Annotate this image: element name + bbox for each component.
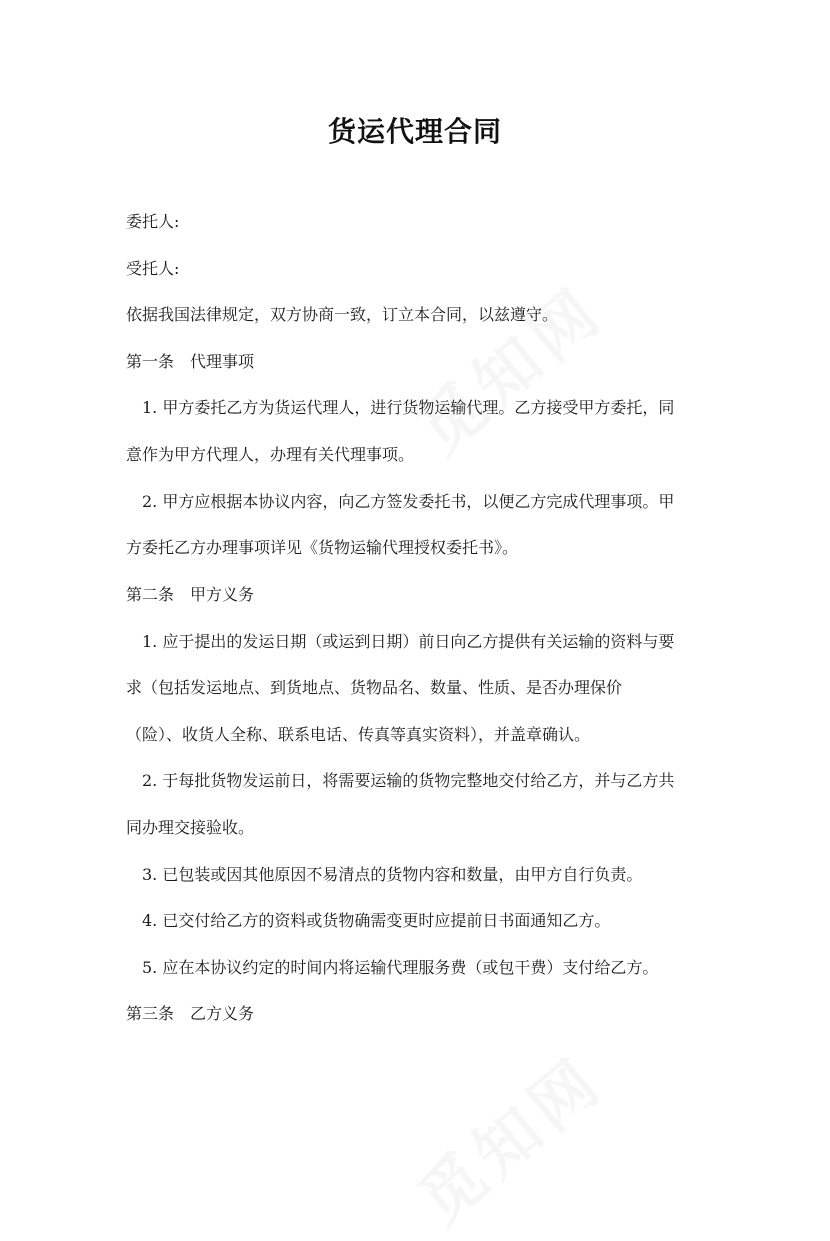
article-3-heading: 第三条 乙方义务 (126, 1004, 255, 1023)
watermark (396, 1031, 621, 1240)
article-1-heading: 第一条 代理事项 (126, 352, 255, 371)
article-2-clause-1-cont: 求（包括发运地点、到货地点、货物品名、数量、性质、是否办理保价 (126, 678, 623, 697)
trustee-label: 受托人: (126, 259, 180, 278)
article-2-clause-3: 3. 已包装或因其他原因不易清点的货物内容和数量，由甲方自行负责。 (142, 865, 643, 884)
article-2-clause-2: 2. 于每批货物发运前日，将需要运输的货物完整地交付给乙方，并与乙方共 (142, 771, 675, 790)
article-1-clause-2: 2. 甲方应根据本协议内容，向乙方签发委托书，以便乙方完成代理事项。甲 (142, 492, 675, 511)
preamble: 依据我国法律规定，双方协商一致，订立本合同，以兹遵守。 (126, 305, 559, 324)
article-2-clause-1-cont2: （险）、收货人全称、联系电话、传真等真实资料），并盖章确认。 (126, 725, 591, 744)
article-1-clause-1-cont: 意作为甲方代理人，办理有关代理事项。 (126, 445, 415, 464)
article-2-clause-4: 4. 已交付给乙方的资料或货物确需变更时应提前日书面通知乙方。 (142, 911, 611, 930)
article-2-heading: 第二条 甲方义务 (126, 585, 255, 604)
article-2-clause-2-cont: 同办理交接验收。 (126, 818, 255, 837)
article-1-clause-2-cont: 方委托乙方办理事项详见《货物运输代理授权委托书》。 (126, 538, 519, 557)
article-2-clause-5: 5. 应在本协议约定的时间内将运输代理服务费（或包干费）支付给乙方。 (142, 958, 659, 977)
client-label: 委托人: (126, 212, 180, 231)
article-1-clause-1: 1. 甲方委托乙方为货运代理人，进行货物运输代理。乙方接受甲方委托，同 (142, 398, 675, 417)
document-title: 货运代理合同 (327, 115, 502, 148)
article-2-clause-1: 1. 应于提出的发运日期（或运到日期）前日向乙方提供有关运输的资料与要 (142, 632, 675, 651)
watermark (396, 261, 621, 470)
